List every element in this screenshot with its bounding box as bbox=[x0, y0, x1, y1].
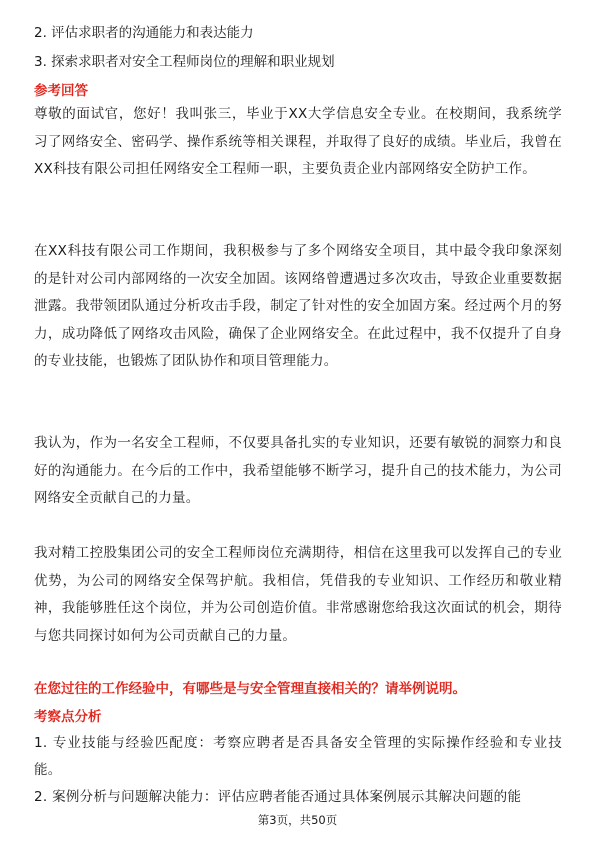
analysis-heading: 考察点分析 bbox=[34, 709, 102, 725]
list-item-communication: 2. 评估求职者的沟通能力和表达能力 bbox=[34, 25, 254, 41]
list-item-career-planning: 3. 探索求职者对安全工程师岗位的理解和职业规划 bbox=[34, 54, 335, 70]
answer-heading: 参考回答 bbox=[34, 83, 88, 99]
question-heading: 在您过往的工作经验中，有哪些是与安全管理直接相关的？请举例说明。 bbox=[34, 681, 466, 697]
paragraph-intro: 尊敬的面试官，您好！我叫张三，毕业于XX大学信息安全专业。在校期间，我系统学习了网络安全、密码学、操作系统等相关课程，并取得了良好的成绩。毕业后，我曾在XX科技有限公司担任网络安全工程师一职，主要负责企业内部网络安全防护工作。 bbox=[34, 106, 562, 177]
analysis-item-2: 2. 案例分析与问题解决能力：评估应聘者能否通过具体案例展示其解决问题的能 bbox=[34, 789, 522, 805]
paragraph-view: 我认为，作为一名安全工程师，不仅要具备扎实的专业知识，还要有敏锐的洞察力和良好的沟通能力。在今后的工作中，我希望能够不断学习，提升自己的技术能力，为公司网络安全贡献自己的力量。 bbox=[34, 435, 562, 506]
analysis-item-1: 1. 专业技能与经验匹配度：考察应聘者是否具备安全管理的实际操作经验和专业技能。 bbox=[34, 735, 562, 778]
paragraph-closing: 我对精工控股集团公司的安全工程师岗位充满期待，相信在这里我可以发挥自己的专业优势，为公司的网络安全保驾护航。我相信，凭借我的专业知识、工作经历和敬业精神，我能够胜任这个岗位，并为公司创造价值。非常感谢您给我这次面试的机会，期待与您共同探讨如何为公司贡献自己的力量。 bbox=[34, 545, 562, 644]
page-footer: 第3页，共50页 bbox=[257, 813, 338, 827]
paragraph-experience: 在XX科技有限公司工作期间，我积极参与了多个网络安全项目，其中最令我印象深刻的是针对公司内部网络的一次安全加固。该网络曾遭遇过多次攻击，导致企业重要数据泄露。我带领团队通过分析攻击手段，制定了针对性的安全加固方案。经过两个月的努力，成功降低了网络攻击风险，确保了企业网络安全。在此过程中，我不仅提升了自身的专业技能，也锻炼了团队协作和项目管理能力。 bbox=[34, 243, 562, 369]
